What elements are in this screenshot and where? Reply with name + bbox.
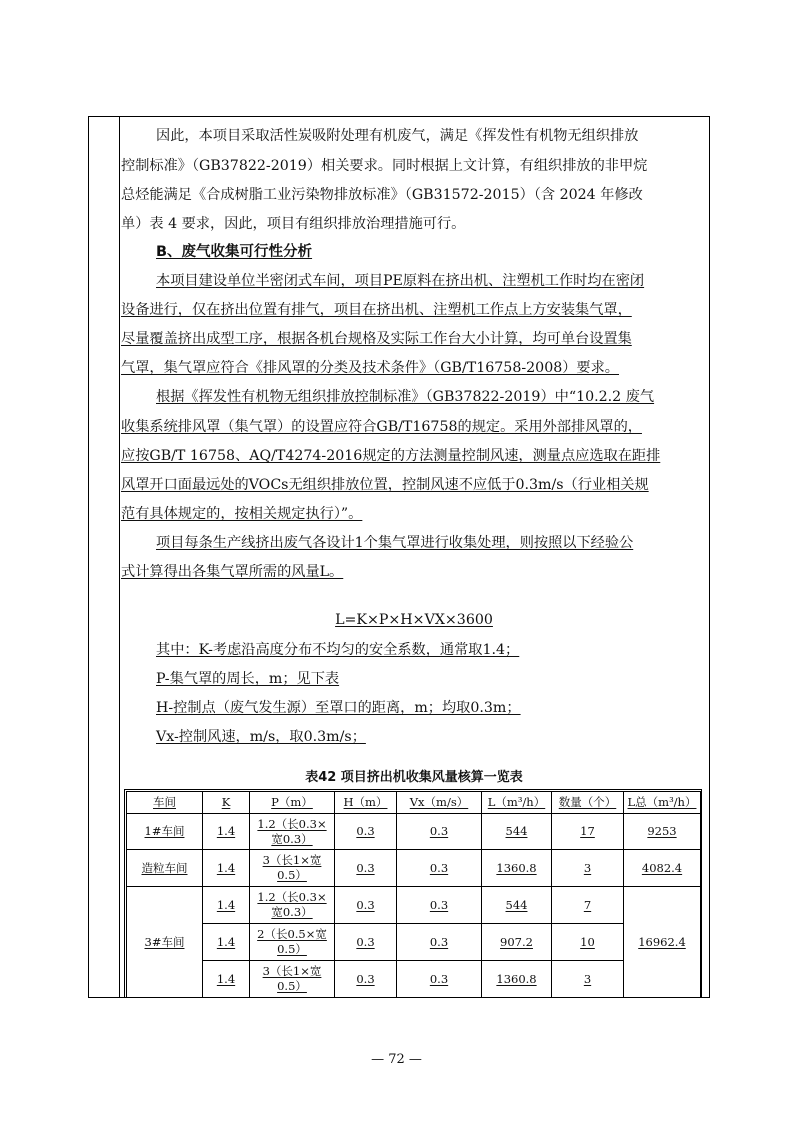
vx-cell: 0.3	[397, 924, 482, 961]
para1-line4: 单）表 4 要求，因此，项目有组织排放治理措施可行。	[121, 216, 466, 232]
total-cell: 16962.4	[624, 887, 701, 998]
l-cell: 907.2	[482, 924, 552, 961]
table-row	[127, 814, 701, 850]
h-cell: 0.3	[335, 850, 397, 887]
para2-line2: 设备进行，仅在挤出位置有排气，项目在挤出机、注塑机工作点上方安装集气罩，	[121, 302, 632, 318]
para2-line3: 尽量覆盖挤出成型工序，根据各机台规格及实际工作台大小计算，均可单台设置集	[121, 331, 632, 347]
header-cell: 车间	[127, 792, 203, 814]
k-cell: 1.4	[203, 961, 250, 998]
para3-line1: 根据《挥发性有机物无组织排放控制标准》（GB37822-2019）中“10.2.2 废气	[156, 389, 655, 405]
total-cell: 4082.4	[624, 850, 701, 887]
table-caption: 表42 项目挤出机收集风量核算一览表	[305, 770, 523, 785]
h-cell: 0.3	[335, 814, 397, 850]
def-vx: Vx-控制风速，m/s，取0.3m/s；	[156, 729, 366, 745]
header-cell: L（m³/h）	[482, 792, 552, 814]
workshop-cell: 1#车间	[127, 814, 203, 850]
para4-line1: 项目每条生产线挤出废气各设计1个集气罩进行收集处理，则按照以下经验公	[156, 535, 634, 551]
vx-cell: 0.3	[397, 887, 482, 924]
table-row	[127, 850, 701, 887]
table-row	[127, 961, 701, 998]
k-cell: 1.4	[203, 924, 250, 961]
workshop-cell: 造粒车间	[127, 850, 203, 887]
l-cell: 1360.8	[482, 850, 552, 887]
vx-cell: 0.3	[397, 814, 482, 850]
para3-line5: 范有具体规定的，按相关规定执行）”。	[121, 506, 363, 522]
para2-line1: 本项目建设单位半密闭式车间，项目PE原料在挤出机、注塑机工作时均在密闭	[156, 273, 645, 289]
k-cell: 1.4	[203, 850, 250, 887]
table-row	[127, 924, 701, 961]
left-label-column	[88, 116, 120, 998]
vx-cell: 0.3	[397, 850, 482, 887]
header-cell: P（m）	[250, 792, 335, 814]
qty-cell: 10	[552, 924, 624, 961]
p-cell: 3（长1×宽 0.5）	[250, 961, 335, 998]
l-cell: 1360.8	[482, 961, 552, 998]
qty-cell: 7	[552, 887, 624, 924]
p-cell: 2（长0.5×宽 0.5）	[250, 924, 335, 961]
table-row	[127, 887, 701, 924]
p-cell: 1.2（长0.3× 宽0.3）	[250, 814, 335, 850]
qty-cell: 3	[552, 961, 624, 998]
l-cell: 544	[482, 887, 552, 924]
def-p: P-集气罩的周长，m；见下表	[156, 671, 340, 687]
qty-cell: 3	[552, 850, 624, 887]
total-cell: 9253	[624, 814, 701, 850]
k-cell: 1.4	[203, 887, 250, 924]
para1-line2: 控制标准》（GB37822-2019）相关要求。同时根据上文计算，有组织排放的非甲烷	[121, 158, 648, 174]
vx-cell: 0.3	[397, 961, 482, 998]
h-cell: 0.3	[335, 924, 397, 961]
para2-line4: 气罩，集气罩应符合《排风罩的分类及技术条件》（GB/T16758-2008）要求。	[121, 360, 619, 376]
para3-line4: 风罩开口面最远处的VOCs无组织排放位置，控制风速不应低于0.3m/s（行业相关规	[121, 477, 649, 493]
para3-line3: 应按GB/T 16758、AQ/T4274-2016规定的方法测量控制风速，测量点应选取在距排	[121, 448, 661, 464]
h-cell: 0.3	[335, 887, 397, 924]
def-h: H-控制点（废气发生源）至罩口的距离，m；均取0.3m；	[156, 700, 521, 716]
airflow-table	[126, 791, 701, 998]
para4-line2: 式计算得出各集气罩所需的风量L。	[121, 564, 344, 580]
def-k: 其中：K-考虑沿高度分布不均匀的安全系数，通常取1.4；	[156, 642, 520, 658]
l-cell: 544	[482, 814, 552, 850]
p-cell: 3（长1×宽 0.5）	[250, 850, 335, 887]
p-cell: 1.2（长0.3× 宽0.3）	[250, 887, 335, 924]
para1-line1: 因此，本项目采取活性炭吸附处理有机废气，满足《挥发性有机物无组织排放	[156, 128, 639, 144]
para1-line3: 总烃能满足《合成树脂工业污染物排放标准》（GB31572-2015）（含 2024 年修改	[121, 187, 643, 203]
qty-cell: 17	[552, 814, 624, 850]
para3-line2: 收集系统排风罩（集气罩）的设置应符合GB/T16758的规定。采用外部排风罩的，	[121, 419, 642, 435]
table-header-row	[127, 792, 701, 814]
header-cell: Vx（m/s）	[397, 792, 482, 814]
header-cell: H（m）	[335, 792, 397, 814]
header-cell: K	[203, 792, 250, 814]
header-cell: L总（m³/h）	[624, 792, 701, 814]
workshop-cell: 3#车间	[127, 887, 203, 998]
header-cell: 数量（个）	[552, 792, 624, 814]
h-cell: 0.3	[335, 961, 397, 998]
airflow-formula: L=K×P×H×VX×3600	[335, 612, 493, 628]
k-cell: 1.4	[203, 814, 250, 850]
page-number: — 72 —	[371, 1052, 422, 1067]
section-heading-b: B、废气收集可行性分析	[156, 244, 313, 260]
